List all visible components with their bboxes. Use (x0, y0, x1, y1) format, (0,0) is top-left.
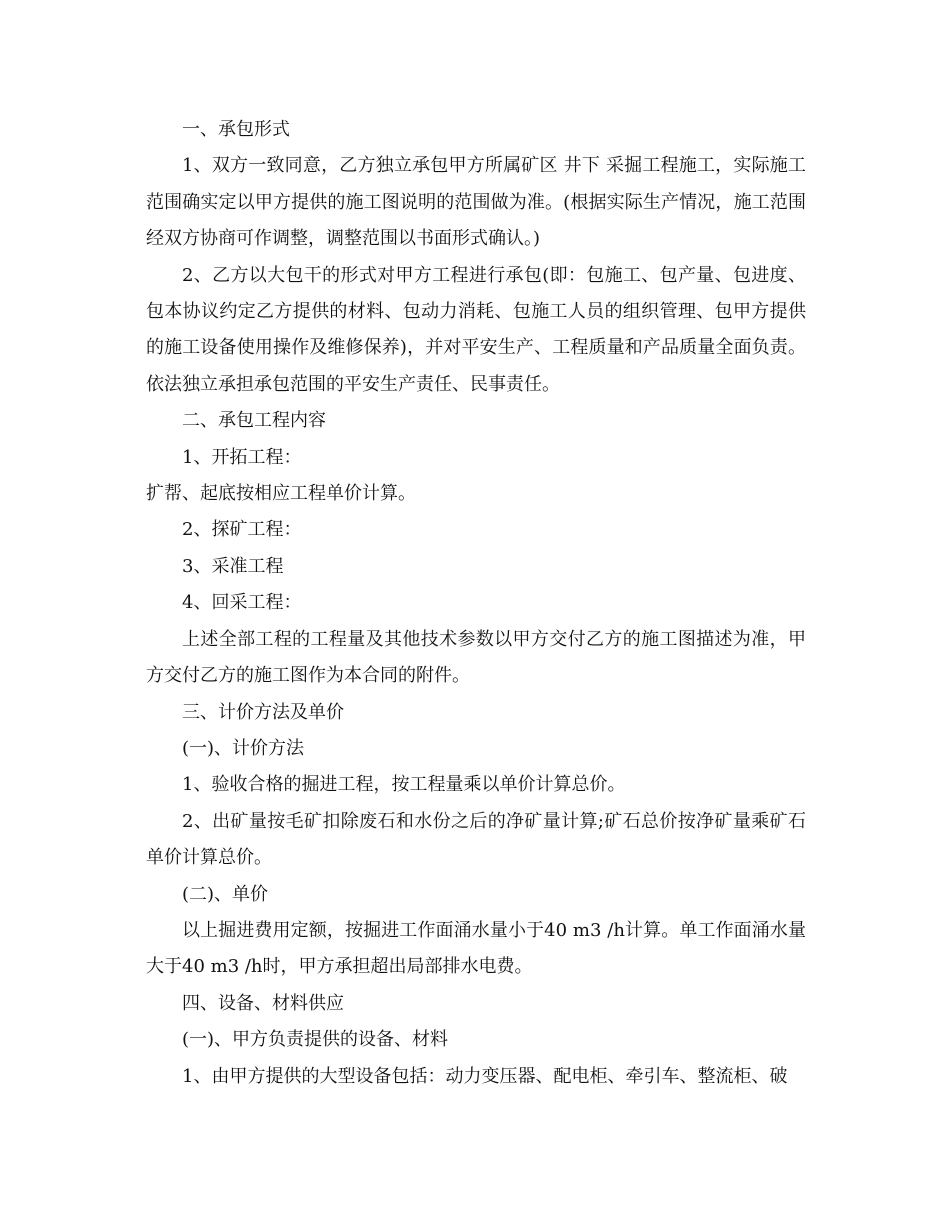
heading-pricing-method: 三、计价方法及单价 (182, 701, 344, 723)
clause-1-scope: 1、双方一致同意，乙方独立承包甲方所属矿区 井下 采掘工程施工，实际施工范围确实定以甲方提供的施工图说明的范围做为准。(根据实际生产情况，施工范围经双方协商可作调整，调整范围以书面形式确认。) (146, 155, 806, 250)
heading-contract-form: 一、承包形式 (182, 119, 290, 140)
pricing-rule-2: 2、出矿量按毛矿扣除废石和水份之后的净矿量计算;矿石总价按净矿量乘矿石单价计算总价。 (146, 810, 806, 869)
heading-equipment-supply: 四、设备、材料供应 (182, 992, 344, 1014)
item-exploration-works: 2、探矿工程： (182, 519, 302, 541)
equipment-list-1: 1、由甲方提供的大型设备包括：动力变压器、配电柜、牵引车、整流柜、破 (182, 1065, 788, 1087)
item-stoping-works: 4、回采工程： (182, 592, 302, 614)
unit-price-note: 以上掘进费用定额，按掘进工作面涌水量小于40 m3 /h计算。单工作面涌水量大于40 m3 /h时，甲方承担超出局部排水电费。 (146, 919, 806, 978)
item-development-works: 1、开拓工程： (182, 446, 302, 468)
item-preparation-works: 3、采准工程 (182, 555, 284, 577)
pricing-rule-1: 1、验收合格的掘进工程，按工程量乘以单价计算总价。 (182, 774, 626, 796)
subheading-party-a-supply: (一)、甲方负责提供的设备、材料 (182, 1029, 449, 1051)
heading-project-content: 二、承包工程内容 (182, 410, 326, 432)
subheading-unit-price: (二)、单价 (182, 883, 269, 905)
subheading-pricing-method: (一)、计价方法 (182, 737, 305, 759)
note-construction-drawings: 上述全部工程的工程量及其他技术参数以甲方交付乙方的施工图描述为准，甲方交付乙方的施工图作为本合同的附件。 (146, 628, 806, 687)
clause-2-lump-sum: 2、乙方以大包干的形式对甲方工程进行承包(即：包施工、包产量、包进度、包本协议约定乙方提供的材料、包动力消耗、包施工人员的组织管理、包甲方提供的施工设备使用操作及维修保养)，并对平安生产、工程质量和产品质量全面负责。依法独立承担承包范围的平安生产责任、民事责任。 (146, 264, 806, 395)
note-development-pricing: 扩帮、起底按相应工程单价计算。 (146, 483, 416, 505)
document-body (146, 112, 806, 1095)
